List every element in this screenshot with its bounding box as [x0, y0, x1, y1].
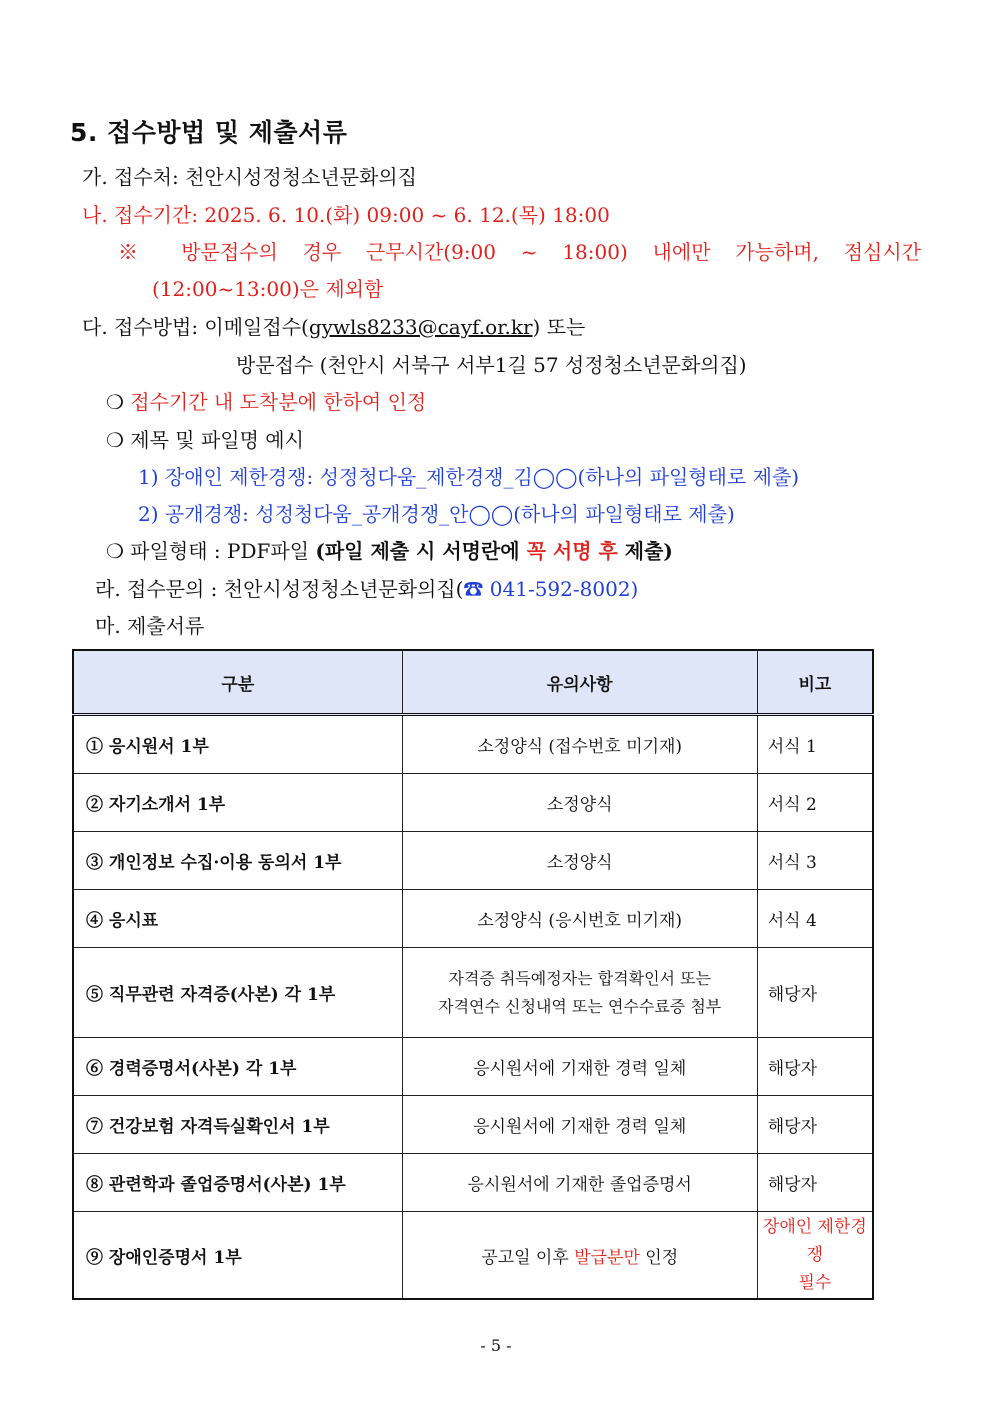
section-title: 5. 접수방법 및 제출서류 — [70, 118, 348, 147]
row-remark — [757, 1212, 873, 1300]
table-row — [73, 948, 873, 1038]
header-notes: 유의사항 — [402, 650, 757, 715]
row-remark: 서식 1 — [757, 715, 873, 774]
table-row — [73, 832, 873, 890]
format-prefix: ❍ 파일형태 : PDF파일 — [106, 539, 316, 563]
row-note: 응시원서에 기재한 졸업증명서 — [402, 1154, 757, 1212]
row-remark: 서식 3 — [757, 832, 873, 890]
row-remark: 해당자 — [757, 1154, 873, 1212]
row-item: ② 자기소개서 1부 — [73, 774, 402, 832]
table-row — [73, 890, 873, 948]
row-remark: 서식 4 — [757, 890, 873, 948]
table-row — [73, 1038, 873, 1096]
filename-example-2: 2) 공개경쟁: 성정청다움_공개경쟁_안◯◯(하나의 파일형태로 제출) — [138, 502, 735, 526]
row-note: 소정양식 (응시번호 미기재) — [402, 890, 757, 948]
table-row — [73, 1096, 873, 1154]
visit-address: 방문접수 (천안시 서북구 서부1길 57 성정청소년문화의집) — [236, 353, 747, 377]
row-item: ① 응시원서 1부 — [73, 715, 402, 774]
documents-heading: 마. 제출서류 — [95, 614, 205, 638]
table-row — [73, 715, 873, 774]
reception-place: 가. 접수처: 천안시성정청소년문화의집 — [82, 165, 417, 189]
header-remarks: 비고 — [757, 650, 873, 715]
method-prefix: 다. 접수방법: 이메일접수( — [82, 315, 309, 339]
note-part-b: 인정 — [639, 1247, 679, 1268]
inquiry — [95, 573, 638, 602]
row-note — [402, 948, 757, 1038]
row-note: 응시원서에 기재한 경력 일체 — [402, 1038, 757, 1096]
note-part-a: 공고일 이후 — [481, 1247, 575, 1268]
bullet-icon: ❍ — [106, 390, 131, 414]
row-note-line2: 자격연수 신청내역 또는 연수수료증 첨부 — [438, 996, 722, 1016]
documents-table — [72, 649, 874, 1300]
bullet-file-format — [106, 535, 673, 564]
row-note: 소정양식 — [402, 832, 757, 890]
row-item: ③ 개인정보 수집·이용 동의서 1부 — [73, 832, 402, 890]
row-item: ⑥ 경력증명서(사본) 각 1부 — [73, 1038, 402, 1096]
row-note: 소정양식 (접수번호 미기재) — [402, 715, 757, 774]
reception-method — [82, 311, 585, 340]
method-suffix: ) 또는 — [532, 315, 586, 339]
row-remark: 해당자 — [757, 1096, 873, 1154]
remark-line2: 필수 — [798, 1273, 832, 1293]
inquiry-prefix: 라. 접수문의 : 천안시성정청소년문화의집( — [95, 577, 464, 601]
format-bold-red: 꼭 서명 후 — [526, 539, 618, 563]
filename-example-1: 1) 장애인 제한경쟁: 성정청다움_제한경쟁_김◯◯(하나의 파일형태로 제출) — [138, 465, 800, 489]
header-category: 구분 — [73, 650, 402, 715]
reception-period: 나. 접수기간: 2025. 6. 10.(화) 09:00 ~ 6. 12.(목) 18:00 — [82, 203, 610, 227]
row-note — [402, 1212, 757, 1300]
row-item: ⑤ 직무관련 자격증(사본) 각 1부 — [73, 948, 402, 1038]
bullet-arrival — [106, 386, 426, 415]
bullet-filename: ❍ 제목 및 파일명 예시 — [106, 428, 304, 452]
table-header-row — [73, 650, 873, 715]
row-item: ④ 응시표 — [73, 890, 402, 948]
row-remark: 서식 2 — [757, 774, 873, 832]
row-remark: 해당자 — [757, 1038, 873, 1096]
remark-line1: 장애인 제한경쟁 — [762, 1217, 867, 1265]
table-row — [73, 1154, 873, 1212]
table-row — [73, 1212, 873, 1300]
table-row — [73, 774, 873, 832]
row-note: 소정양식 — [402, 774, 757, 832]
email-link[interactable]: gywls8233@cayf.or.kr — [308, 315, 533, 339]
row-item: ⑦ 건강보험 자격득실확인서 1부 — [73, 1096, 402, 1154]
page-number: - 5 - — [480, 1336, 512, 1355]
format-bold-b: 제출) — [617, 539, 673, 563]
row-item: ⑧ 관련학과 졸업증명서(사본) 1부 — [73, 1154, 402, 1212]
row-item: ⑨ 장애인증명서 1부 — [73, 1212, 402, 1300]
row-note-line1: 자격증 취득예정자는 합격확인서 또는 — [448, 968, 711, 988]
visit-note-line2: (12:00~13:00)은 제외함 — [152, 277, 384, 301]
format-bold-a: (파일 제출 시 서명란에 — [315, 539, 527, 563]
arrival-text: 접수기간 내 도착분에 한하여 인정 — [130, 390, 427, 414]
row-remark: 해당자 — [757, 948, 873, 1038]
row-note: 응시원서에 기재한 경력 일체 — [402, 1096, 757, 1154]
note-part-red: 발급분만 — [574, 1247, 640, 1268]
visit-note-line1: ※ 방문접수의 경우 근무시간(9:00 ~ 18:00) 내에만 가능하며, 점심시간 — [118, 240, 921, 264]
phone-number: ☎ 041-592-8002) — [463, 577, 639, 601]
